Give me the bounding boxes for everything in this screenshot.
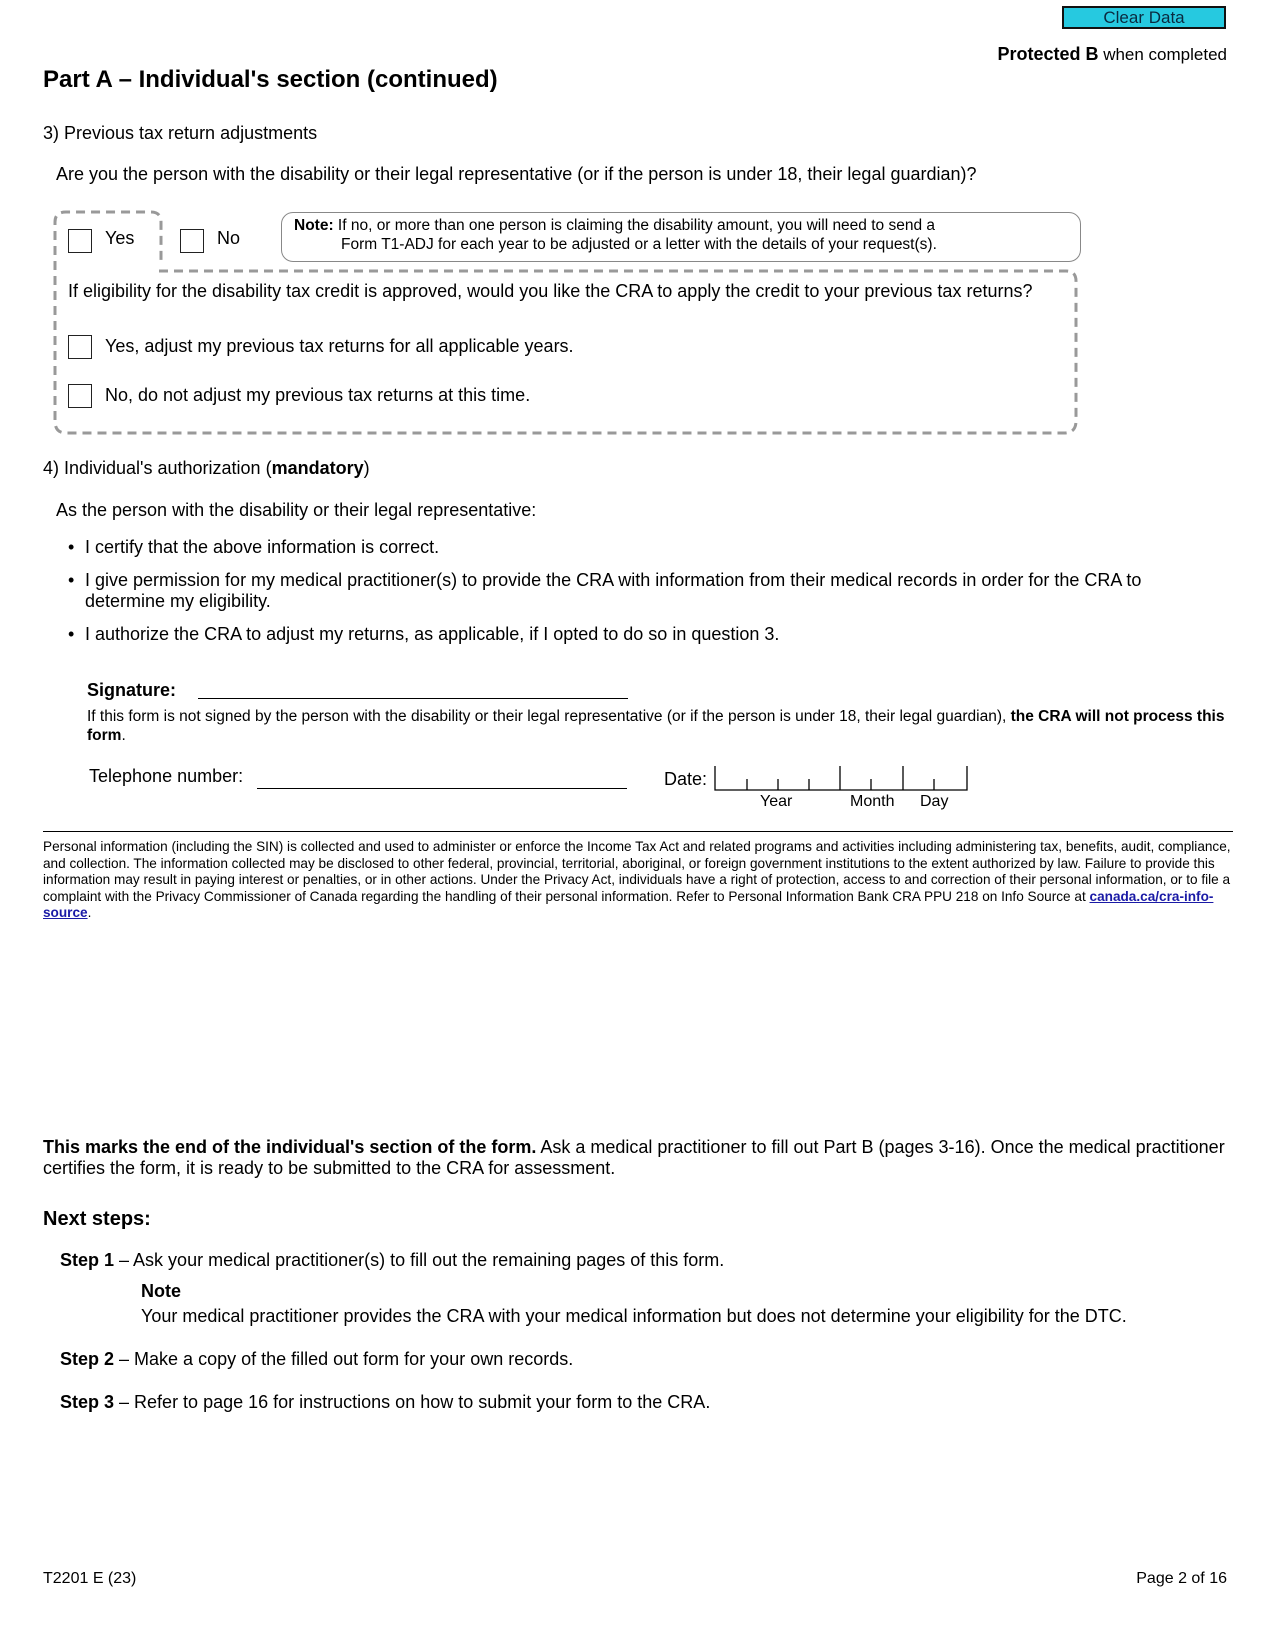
yes-checkbox[interactable]	[68, 229, 92, 253]
page-title: Part A – Individual's section (continued)	[43, 66, 498, 93]
authorization-intro: As the person with the disability or their legal representative:	[56, 500, 537, 520]
signature-label: Signature:	[87, 680, 177, 700]
form-identifier: T2201 E (23)	[43, 1570, 137, 1587]
next-steps-heading: Next steps:	[43, 1208, 151, 1230]
protected-b-label: Protected B when completed	[997, 44, 1227, 64]
date-day-label: Day	[920, 793, 949, 810]
no-label: No	[217, 228, 241, 248]
do-not-adjust-checkbox[interactable]	[68, 384, 92, 408]
step-note-heading: Note	[141, 1281, 181, 1301]
page-number: Page 2 of 16	[1136, 1570, 1227, 1587]
date-month-label: Month	[850, 793, 895, 810]
adjust-all-years-checkbox[interactable]	[68, 335, 92, 359]
no-checkbox[interactable]	[180, 229, 204, 253]
clear-data-button[interactable]: Clear Data	[1062, 6, 1226, 29]
end-of-section-text: This marks the end of the individual's section of the form. Ask a medical practitioner to fill out Part B (pages 3-16). Once the medical practitioner certifies the form, it is ready to be submitted to the CRA for assessment.	[43, 1137, 1225, 1178]
adjust-all-years-label: Yes, adjust my previous tax returns for all applicable years.	[105, 336, 574, 356]
step-1: Step 1 – Ask your medical practitioner(s) to fill out the remaining pages of this form.	[60, 1250, 725, 1270]
adjust-returns-question: If eligibility for the disability tax credit is approved, would you like the CRA to apply the credit to your previous tax returns?	[68, 281, 1033, 301]
date-label: Date:	[664, 769, 708, 789]
date-year-label: Year	[760, 793, 793, 810]
step-2: Step 2 – Make a copy of the filled out form for your own records.	[60, 1349, 574, 1369]
section-3-heading: 3) Previous tax return adjustments	[43, 123, 318, 143]
info-source-link[interactable]: canada.ca/cra-info-source	[43, 888, 1214, 920]
telephone-label: Telephone number:	[89, 766, 244, 786]
note-box: Note: If no, or more than one person is claiming the disability amount, you will need to send a Form T1-ADJ for each year to be adjusted or a letter with the details of your request(s).	[281, 212, 1081, 262]
yes-label: Yes	[105, 228, 135, 248]
step-3: Step 3 – Refer to page 16 for instructions on how to submit your form to the CRA.	[60, 1392, 711, 1412]
step-note-text: Your medical practitioner provides the CRA with your medical information but does not determine your eligibility for the DTC.	[141, 1306, 1127, 1326]
telephone-field[interactable]	[257, 776, 627, 789]
disability-person-question: Are you the person with the disability or their legal representative (or if the person is under 18, their legal guardian)?	[56, 164, 977, 184]
signature-field[interactable]	[198, 688, 628, 699]
privacy-notice: Personal information (including the SIN) is collected and used to administer or enforce the Income Tax Act and related programs and activities including administering tax, benefits, audit, compliance, and collection. The information collected may be disclosed to other federal, provincial, territorial, aboriginal, or foreign government institutions to the extent authorized by law. Failure to provide this information may result in paying interest or penalties, or in other actions. Under the Privacy Act, individuals have a right of protection, access to and correction of their personal information, or to file a complaint with the Privacy Commissioner of Canada regarding the handling of their personal information. Refer to Personal Information Bank CRA PPU 218 on Info Source at canada.ca/cra-info-source.	[43, 839, 1231, 920]
section-4-heading: 4) Individual's authorization (mandatory)	[43, 458, 370, 478]
do-not-adjust-label: No, do not adjust my previous tax returns at this time.	[105, 385, 531, 405]
date-field[interactable]	[714, 766, 970, 792]
privacy-divider	[43, 831, 1233, 832]
signature-warning: If this form is not signed by the person with the disability or their legal representative (or if the person is under 18, their legal guardian), the CRA will not process this form.	[87, 708, 1225, 744]
